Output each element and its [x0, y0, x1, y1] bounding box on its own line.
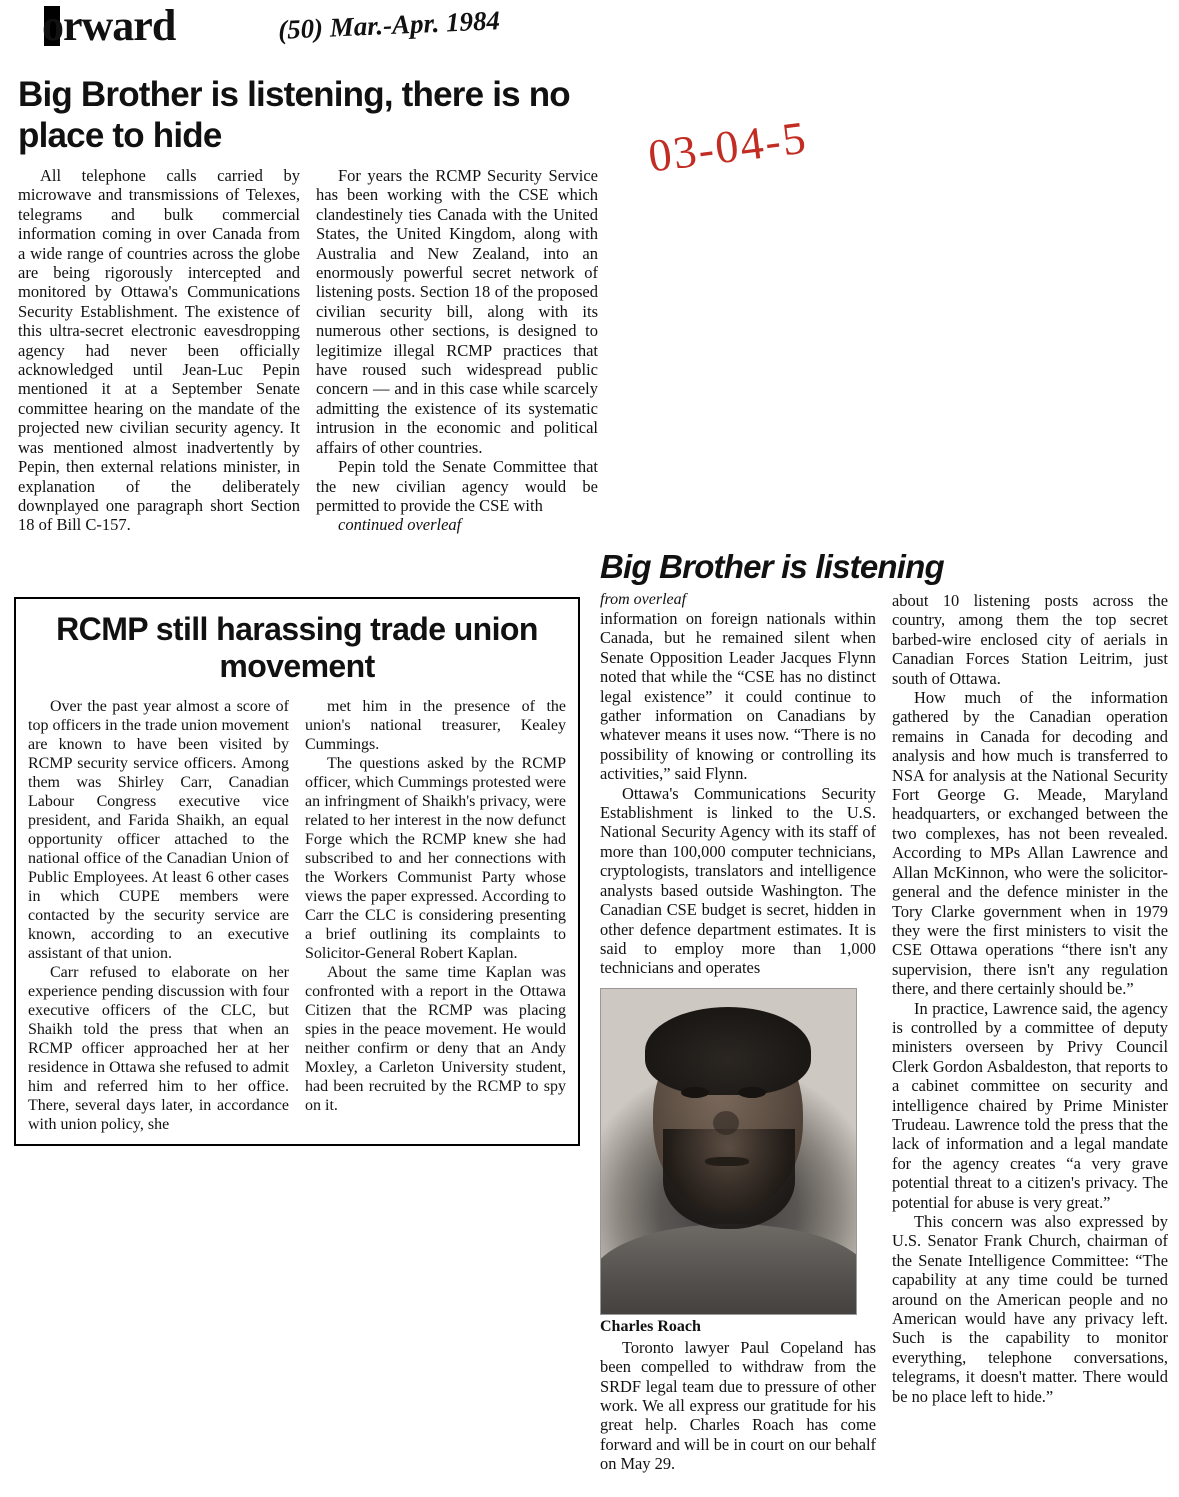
article-column-1	[18, 166, 300, 535]
paragraph: about 10 listening posts across the country, among them the top secret barbed-wire enclosed city of aerials in Canadian Forces Station Leitrim, just south of Ottawa.	[892, 591, 1168, 688]
paragraph: All telephone calls carried by microwave and transmissions of Telexes, telegrams and bulk commercial information coming in over Canada from a wide range of countries across the globe are being rigorously intercepted and monitored by Ottawa's Communications Security Establishment. The existence of this ultra-secret electronic eavesdropping agency had never been officially acknowledged until Jean-Luc Pepin mentioned it at a September Senate committee hearing on the mandate of the projected new civilian security agency. It was mentioned almost inadvertently by Pepin, then external relations minister, in explanation of the deliberately downplayed one paragraph short Section 18 of Bill C-157.	[18, 166, 300, 535]
article-column-1	[28, 697, 289, 1134]
masthead	[22, 1, 722, 52]
article-headline: Big Brother is listening, there is no place to hide	[18, 75, 570, 155]
article-headline: Big Brother is listening	[600, 548, 944, 585]
photo-caption: Charles Roach	[600, 1317, 701, 1335]
article-columns	[600, 591, 1168, 1474]
paragraph: How much of the information gathered by the Canadian operation remains in Canada for decoding and analysis and how much is transferred to NSA for analysis at the National Security Fort George G. Meade, Maryland headquarters, or exchanged between the two complexes, has not been revealed. According to MPs Allan Lawrence and Allan McKinnon, who were the solicitor-general and the defence minister in the Tory Clarke government when in 1979 they were the first ministers to visit the CSE Ottawa operations “there isn't any supervision, there isn't any regulation there, and there certainly should be.”	[892, 688, 1168, 999]
article-rcmp-harassing-unions	[14, 597, 580, 1146]
photo-charles-roach	[600, 988, 876, 1336]
article-column-1	[600, 591, 876, 1474]
article-columns	[28, 697, 566, 1134]
article-column-2	[892, 591, 1168, 1474]
article-big-brother-listening	[18, 74, 598, 535]
issue-date-annotation: (50) Mar.-Apr. 1984	[277, 5, 501, 45]
article-column-2	[316, 166, 598, 535]
handwritten-code-annotation: 03-04-5	[645, 111, 811, 182]
paragraph: In practice, Lawrence said, the agency is controlled by a committee of deputy ministers overseen by Privy Council Clerk Gordon Asbaldeston, that reports to a cabinet committee on security and intelligence chaired by Prime Minister Trudeau. Lawrence told the press that the lack of information and a legal mandate for the agency creates “a very grave potential threat to a citizen's privacy. The potential for abuse is very great.”	[892, 998, 1168, 1212]
paragraph: Pepin told the Senate Committee that the new civilian agency would be permitted to provide the CSE with	[316, 457, 598, 515]
paragraph: Toronto lawyer Paul Copeland has been compelled to withdraw from the SRDF legal team due to pressure of other work. We all express our gratitude for his great help. Charles Roach has come forward and will be in court on our behalf on May 29.	[600, 1337, 876, 1474]
paragraph: Over the past year almost a score of top officers in the trade union movement are known to have been visited by RCMP security service officers. Among them was Shirley Carr, Canadian Labour Congress executive vice president, and Farida Shaikh, an equal opportunity officer attached to the national office of the Canadian Union of Public Employees. At least 6 other cases in which CUPE members were contacted by the security service are known, according to an executive assistant of that union.	[28, 698, 289, 962]
article-columns	[18, 166, 598, 535]
paragraph: For years the RCMP Security Service has been working with the CSE which clandestinely ties Canada with the United States, the United Kingdom, along with Australia and New Zealand, into an enormously powerful secret network of listening posts. Section 18 of the proposed civilian security bill, along with its numerous other sections, is designed to legitimize illegal RCMP practices that have roused such widespread public concern — and in this case while scarcely admitting the existence of its systematic intrusion in the economic and political affairs of other countries.	[316, 166, 598, 457]
article-column-2	[305, 697, 566, 1134]
publication-logo: orward	[42, 1, 176, 50]
paragraph: The questions asked by the RCMP officer, which Cummings protested were an infringment of Shaikh's privacy, were related to her interest in the now defunct Forge which the RCMP knew she had subscribed to and her connections with the Workers Communist Party whose views the paper expressed. According to Carr the CLC is considering presenting a brief outlining its complaints to Solicitor-General Robert Kaplan.	[305, 755, 566, 962]
from-overleaf-note: from overleaf	[600, 591, 687, 608]
paragraph: met him in the presence of the union's national treasurer, Kealey Cummings.	[305, 698, 566, 753]
paragraph: information on foreign nationals within Canada, but he remained silent when Senate Opposition Leader Jacques Flynn noted that while the “CSE has no distinct legal existence” it could continue to gather information on Canadians by whatever means it uses now. “There is no possibility of knowing or controlling its activities,” said Flynn.	[600, 609, 876, 784]
article-headline: RCMP still harassing trade union movement	[56, 611, 538, 684]
paragraph: About the same time Kaplan was confronted with a report in the Ottawa Citizen that the RCMP was placing spies in the peace movement. He would neither confirm or deny that an Andy Moxley, a Carleton University student, had been recruited by the RCMP to spy on it.	[305, 964, 566, 1114]
paragraph: This concern was also expressed by U.S. Senator Frank Church, chairman of the Senate Intelligence Committee: “The capability at any time could be turned around on the American people and no American would have any privacy left. Such is the capability to monitor everything, telephone conversations, telegrams, it doesn't matter. There would be no place left to hide.”	[892, 1212, 1168, 1406]
paragraph: Carr refused to elaborate on her experience pending discussion with four executive officers of the CLC, but Shaikh told the press that when an RCMP officer approached her at her residence in Ottawa she refused to admit him and referred him to her office. There, several days later, in accordance with union policy, she	[28, 964, 289, 1133]
photo-image	[600, 988, 857, 1315]
paragraph: Ottawa's Communications Security Establishment is linked to the U.S. National Security Agency with its staff of more than 100,000 computer technicians, cryptologists, translators and intelligence analysts based outside Washington. The Canadian CSE budget is secret, hidden in other defence department estimates. It is said to employ more than 1,000 technicians and operates	[600, 783, 876, 978]
continued-overleaf-note: continued overleaf	[338, 515, 462, 535]
article-big-brother-continued	[600, 548, 1168, 1474]
